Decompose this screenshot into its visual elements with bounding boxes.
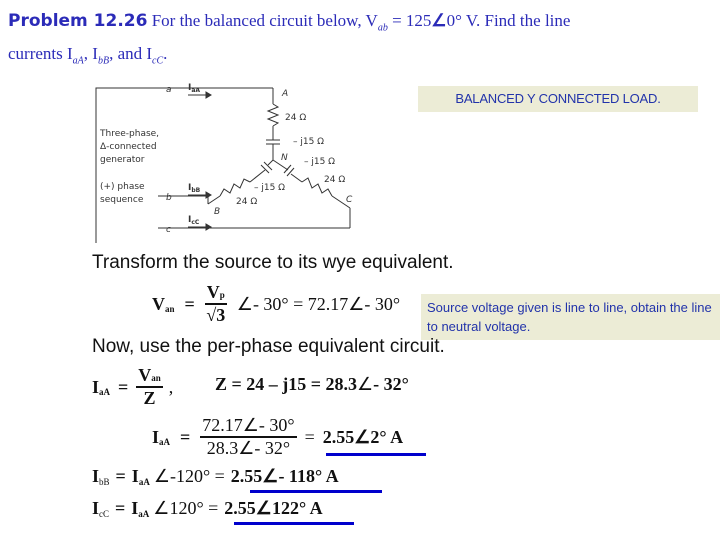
- van-rhs2: - 30°: [364, 293, 401, 314]
- resistor-a-label: 24 Ω: [285, 113, 307, 123]
- ibb-symbol: I: [92, 466, 100, 486]
- node-B: B: [214, 207, 221, 217]
- problem-angle: 0: [446, 11, 456, 30]
- equals-2: =: [118, 376, 129, 397]
- vp-sub: p: [219, 290, 225, 300]
- node-C: C: [346, 195, 353, 205]
- calc-num: 72.17: [202, 415, 243, 435]
- capacitor-a-label: – j15 Ω: [293, 137, 325, 147]
- van-equation: [152, 276, 400, 332]
- angle-4: ∠: [354, 426, 371, 447]
- icc-equation: [92, 498, 323, 519]
- capacitor-b-label: – j15 Ω: [254, 183, 286, 193]
- angle-1: ∠: [236, 293, 253, 314]
- underline-b: [250, 490, 382, 493]
- result-a: 2.55: [322, 426, 355, 447]
- angle-8: ∠: [255, 498, 272, 518]
- angle-2: ∠: [348, 293, 365, 314]
- calc-fraction: $\frac{72.17\angle- 30^\circ}{28.3\angle- 32^\circ}$: [202, 415, 295, 458]
- iaa-sub: aA: [99, 387, 111, 397]
- current-iaA: $I_{aA}$: [188, 83, 201, 94]
- step2-heading: Now, use the per-phase equivalent circuit.: [92, 336, 445, 357]
- iaa-sub-2: aA: [159, 437, 171, 447]
- note-box: Source voltage given is line to line, obtain the line to neutral voltage.: [421, 294, 720, 340]
- gen-text-3: generator: [100, 155, 145, 165]
- gen-text-1: Three-phase,: [100, 129, 160, 139]
- ibb-equation: [92, 466, 339, 487]
- node-A: A: [282, 89, 289, 99]
- problem-statement: [8, 8, 708, 75]
- node-b: b: [166, 193, 172, 203]
- result-c-ang: 122° A: [271, 498, 323, 518]
- result-c: 2.55: [224, 498, 256, 518]
- gen-text-2: Δ-connected: [100, 142, 157, 152]
- step1-heading: Transform the source to its wye equivalent.: [92, 252, 454, 273]
- calc-den: 28.3: [206, 438, 239, 458]
- current-icC: $I_{cC}$: [188, 215, 200, 226]
- equals-6: =: [115, 498, 126, 518]
- icc-rhs: 120° =: [169, 498, 219, 518]
- sub-bB: bB: [97, 55, 110, 67]
- problem-text-post: ° V. Find the line: [455, 11, 571, 30]
- iaa-sub-3: aA: [138, 476, 150, 487]
- result-a-ang: 2° A: [370, 426, 404, 447]
- z-equation: [215, 374, 409, 395]
- resistor-b-label: 24 Ω: [236, 197, 258, 207]
- circuit-diagram: [88, 78, 368, 248]
- iaa-symbol: I: [92, 376, 100, 397]
- angle-6: ∠: [262, 466, 279, 486]
- iaa-symbol-4: I: [131, 498, 139, 518]
- vp-over-sqrt3: $\frac{Vp}{√3}$: [206, 282, 226, 325]
- angle-3: ∠: [357, 374, 374, 394]
- result-b-ang: - 118° A: [278, 466, 339, 486]
- underline-a: [326, 453, 426, 456]
- vab-subscript: ab: [377, 22, 388, 34]
- van-symbol: V: [152, 293, 165, 314]
- frac-num-sub: an: [151, 373, 161, 383]
- angle-7: ∠: [153, 498, 170, 518]
- z-ang: - 32°: [373, 374, 409, 394]
- node-c: c: [166, 225, 171, 235]
- problem-number: Problem 12.26: [8, 11, 148, 31]
- problem-line2-end: .: [163, 44, 168, 64]
- z-eq: Z = 24 – j15 = 28.3: [215, 374, 358, 394]
- ibb-rhs: -120° =: [169, 466, 225, 486]
- sqrt3: 3: [216, 305, 226, 325]
- iaa-definition: [92, 362, 173, 412]
- node-a: a: [166, 85, 172, 95]
- result-b: 2.55: [230, 466, 263, 486]
- icc-symbol: I: [92, 498, 100, 518]
- sub-cC: cC: [152, 55, 164, 67]
- icc-sub: cC: [99, 508, 110, 519]
- ibb-sub: bB: [99, 476, 110, 487]
- capacitor-c-label: – j15 Ω: [304, 157, 336, 167]
- van-sub: an: [165, 304, 175, 314]
- equals-4: =: [304, 426, 315, 447]
- node-N: N: [281, 153, 288, 163]
- problem-text: For the balanced circuit below, V: [151, 11, 378, 30]
- iaa-symbol-2: I: [152, 426, 160, 447]
- van-rhs: - 30° = 72.17: [252, 293, 349, 314]
- problem-line2: currents I: [8, 44, 73, 64]
- iaa-sub-4: aA: [138, 508, 150, 519]
- frac-den: Z: [143, 388, 156, 408]
- calc-num-ang: - 30°: [258, 415, 295, 435]
- vp: V: [206, 282, 220, 302]
- underline-c: [234, 522, 354, 525]
- equals-5: =: [115, 466, 126, 486]
- angle-5: ∠: [153, 466, 170, 486]
- van-over-z: [136, 365, 163, 409]
- equals-3: =: [180, 426, 191, 447]
- iaa-symbol-3: I: [131, 466, 139, 486]
- balanced-wye-label: BALANCED Y CONNECTED LOAD.: [418, 86, 698, 112]
- problem-text-mid: = 125: [387, 11, 432, 30]
- sub-aA: aA: [72, 55, 84, 67]
- gen-text-5: sequence: [100, 195, 144, 205]
- problem-line2-c: , and I: [109, 44, 153, 64]
- calc-den-ang: - 32°: [254, 438, 291, 458]
- frac-num: V: [138, 365, 152, 385]
- angle-symbol: ∠: [431, 11, 447, 30]
- current-ibB: $I_{bB}$: [188, 183, 201, 194]
- equals-1: =: [184, 293, 195, 314]
- comma: ,: [168, 376, 174, 397]
- problem-line2-b: , I: [83, 44, 98, 64]
- gen-text-4: (+) phase: [100, 182, 145, 192]
- resistor-c-label: 24 Ω: [324, 175, 346, 185]
